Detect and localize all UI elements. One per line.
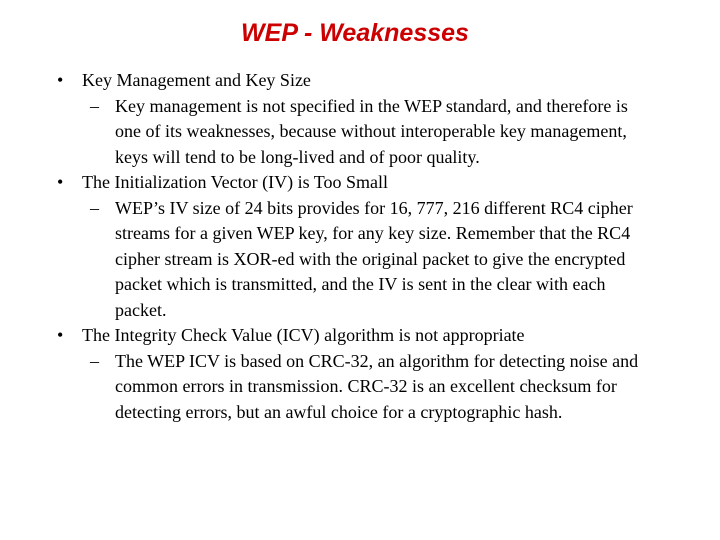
sub-text: The WEP ICV is based on CRC-32, an algorithm for detecting noise and common errors in transmission. CRC-32 is an excellent checksum for detecting errors, but an awful choice for a cryptographic hash. — [115, 350, 639, 422]
bullet-text: The Integrity Check Value (ICV) algorithm is not appropriate — [82, 325, 525, 345]
bullet-key-management — [0, 68, 720, 170]
sub-text: WEP’s IV size of 24 bits provides for 16, 777, 216 different RC4 cipher streams for a given WEP key, for any key size. Remember that the RC4 cipher stream is XOR-ed with the original packet to give the encrypted packet which is transmitted, and the IV is sent in the clear with each packet. — [115, 197, 633, 320]
bullet-marker: • — [57, 70, 64, 90]
sub-item — [0, 349, 720, 426]
sub-item — [0, 94, 720, 171]
bullet-text: Key Management and Key Size — [82, 70, 311, 90]
sub-marker: – — [90, 350, 99, 371]
bullet-list — [0, 68, 720, 425]
bullet-text: The Initialization Vector (IV) is Too Small — [82, 172, 389, 192]
bullet-marker: • — [57, 172, 64, 192]
sub-list — [0, 349, 720, 426]
sub-item — [0, 196, 720, 324]
bullet-marker: • — [57, 325, 64, 345]
slide-title: WEP - Weaknesses — [241, 19, 469, 47]
sub-text: Key management is not specified in the WEP standard, and therefore is one of its weaknesses, because without interoperable key management, keys will tend to be long-lived and of poor quality. — [115, 95, 628, 167]
sub-list — [0, 94, 720, 171]
bullet-initialization-vector — [0, 170, 720, 323]
sub-marker: – — [90, 95, 99, 116]
sub-marker: – — [90, 197, 99, 218]
sub-list — [0, 196, 720, 324]
bullet-integrity-check — [0, 323, 720, 425]
